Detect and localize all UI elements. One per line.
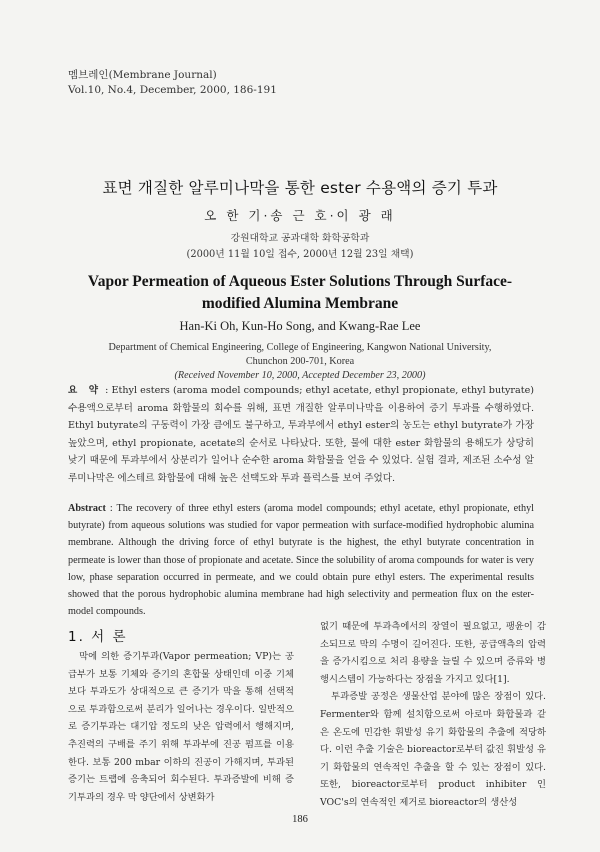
korean-title: 표면 개질한 알루미나막을 통한 ester 수용액의 증기 투과 — [102, 179, 498, 197]
journal-citation: Vol.10, No.4, December, 2000, 186-191 — [68, 84, 277, 96]
korean-affiliation-block — [0, 231, 600, 263]
korean-abstract-lead: 요 약 — [68, 385, 102, 396]
english-affiliation: Department of Chemical Engineering, College of Engineering, Kangwon National University, — [108, 342, 492, 353]
korean-affiliation: 강원대학교 공과대학 화학공학과 — [230, 233, 370, 244]
body-right-paragraph-1: 없기 때문에 투과측에서의 장열이 필요없고, 팽윤이 감소되므로 막의 수명이 길어진다. 또한, 공급액측의 압력을 증가시킴으로 처리 용량을 늘릴 수 있으며 증류와 병행시스템이 가능하다는 장점을 가지고 있다[1]. — [320, 621, 546, 685]
english-affiliation-block — [0, 341, 600, 383]
english-authors: Han-Ki Oh, Kun-Ho Song, and Kwang-Rae Lee — [179, 319, 421, 333]
page-number: 186 — [292, 814, 308, 825]
english-address: Chunchon 200-701, Korea — [245, 356, 355, 367]
journal-name: 멤브레인(Membrane Journal) — [68, 69, 217, 81]
korean-abstract-text: : Ethyl esters (aroma model compounds; ethyl acetate, ethyl propionate, ethyl butyrate) 수용액으로부터 aroma 화합물의 회수를 위해, 표면 개질한 알루미나막을 이용하여 증기 투과를 수행하였다. Ethyl butyrate의 구동력이 가장 큼에도 불구하고, 투과부에서 ethyl ester의 농도는 ethyl butyrate가 가장 높았으며, ethyl propionate, acetate의 순서로 나타났다. 또한, 물에 대한 ester 화합물의 용해도가 상당히 낮기 때문에 투과부에서 상분리가 일어나 순수한 aroma 화합물을 얻을 수 있었다. 실험 결과, 제조된 소수성 알루미나막은 에스테르 화합물에 대해 높은 선택도와 투과 플럭스를 보여 주었다. — [68, 385, 534, 484]
english-abstract-lead: Abstract — [68, 503, 106, 514]
english-abstract — [68, 500, 534, 620]
body-right-column — [320, 618, 546, 812]
body-right-paragraph-2: 투과증발 공정은 생물산업 분야에 많은 장점이 있다. Fermenter와 함께 설치함으로써 아로마 화합물과 같은 온도에 민감한 휘발성 유기 화합물의 추출에 적당하다. 이런 추출 기술은 bioreactor로부터 값진 휘발성 유기 화합물의 연속적인 추출을 할 수 있는 장점이 있다. 또한, bioreactor로부터 product inhibiter 인 VOC's의 연속적인 제거로 bioreactor의 생산성 — [320, 691, 546, 808]
section-heading: 1. 서 론 — [68, 629, 128, 645]
english-received-dates: (Received November 10, 2000, Accepted December 23, 2000) — [174, 370, 426, 381]
journal-header — [68, 68, 277, 98]
korean-authors: 오 한 기·송 근 호·이 광 래 — [204, 208, 396, 223]
korean-dates: (2000년 11월 10일 접수, 2000년 12월 23일 채택) — [186, 249, 414, 260]
english-abstract-text: : The recovery of three ethyl esters (aroma model compounds; ethyl acetate, ethyl propionate, ethyl butyrate) from aqueous solutions was studied for vapor permeation with surface-modified hydrophobic alumina membrane. Although the driving force of ethyl butyrate is the highest, the ethyl butyrate concentration in permeate is lower than those of propionate and acetate. Since the solubility of aroma compounds for water is very low, phase separation occurred in permeate, and we could obtain pure ethyl esters. The experimental results showed that the porous hydrophobic alumina membrane had high selectivity and permeation flux on the ester-model compounds. — [68, 503, 535, 618]
korean-abstract — [68, 382, 534, 488]
body-left-column: 막에 의한 증기투과(Vapor permeation; VP)는 공급부가 보통 기체와 증기의 혼합물 상태인데 이중 기체보다 투과도가 상대적으로 큰 증기가 막을 통해 선택적으로 투과함으로써 분리가 일어나는 경우이다. 일반적으로 증기투과는 대기압 정도의 낮은 압력에서 행해지며, 추진력의 구배를 주기 위해 투과부에 진공 펌프를 이용한다. 보통 200 mbar 이하의 진공이 가해지며, 투과된 증기는 트랩에 응축되어 회수된다. 투과증발에 비해 증기투과의 경우 막 양단에서 상변화가 — [68, 651, 294, 803]
english-title: Vapor Permeation of Aqueous Ester Solutions Through Surface-modified Alumina Membrane — [87, 273, 513, 312]
